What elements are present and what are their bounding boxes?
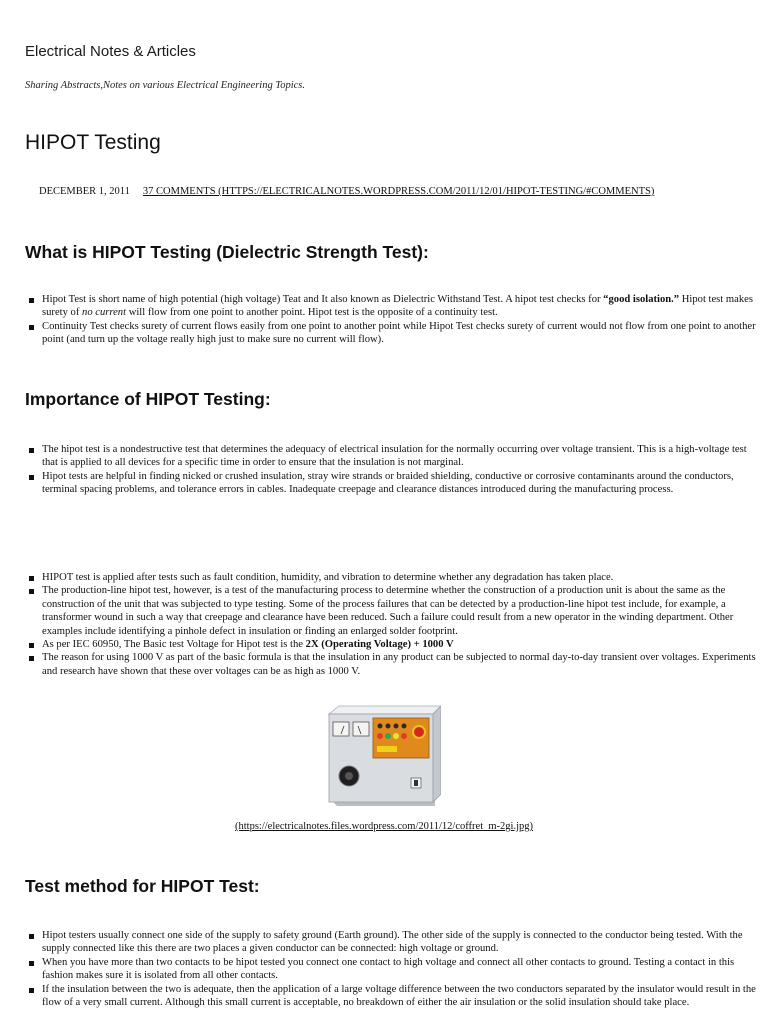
list-item: Hipot Test is short name of high potential (high voltage) Teat and It also known as Dielectric Withstand Test. A hipot test checks for “good isolation.” Hipot test makes surety of no current will flow from one point to another point. Hipot test is the opposite of a continuity test.: [42, 293, 762, 320]
site-title[interactable]: Electrical Notes & Articles: [25, 43, 196, 60]
hipot-tester-image[interactable]: [325, 704, 441, 810]
list-item: Hipot tests are helpful in finding nicked or crushed insulation, stray wire strands or braided shielding, conductive or corrosive contaminants around the conductors, terminal spacing problems, and tolerance errors in cables. Inadequate creepage and clearance distances introduced during the manufacturing process.: [42, 470, 762, 497]
list-item: Hipot testers usually connect one side of the supply to safety ground (Earth ground). The other side of the supply is connected to the conductor being tested. With the supply connected like this there are two places a given conductor can be connected: high voltage or ground.: [42, 929, 762, 956]
section-heading-what: What is HIPOT Testing (Dielectric Strength Test):: [25, 242, 429, 262]
list-item: If the insulation between the two is adequate, then the application of a large voltage difference between the two conductors separated by the insulator would result in the flow of a very small current. Although this small current is acceptable, no breakdown of either the air insulation or the solid insulation should take place.: [42, 983, 762, 1010]
comments-link[interactable]: 37 COMMENTS (HTTPS://ELECTRICALNOTES.WORDPRESS.COM/2011/12/01/HIPOT-TESTING/#COMMENTS): [142, 186, 655, 197]
importance-list: [25, 443, 762, 497]
method-list: [25, 929, 762, 1009]
list-item: HIPOT test is applied after tests such as fault condition, humidity, and vibration to determine whether any degradation has taken place.: [42, 571, 762, 584]
importance-list-continued: [25, 571, 762, 678]
list-item: As per IEC 60950, The Basic test Voltage for Hipot test is the 2X (Operating Voltage) + 1000 V: [42, 638, 762, 651]
image-caption-link[interactable]: (https://electricalnotes.files.wordpress.com/2011/12/coffret_m-2gi.jpg): [234, 821, 533, 832]
post-date: DECEMBER 1, 2011: [39, 186, 130, 197]
hipot-tester-illustration: [325, 704, 441, 810]
image-caption: [0, 821, 768, 832]
section-heading-method: Test method for HIPOT Test:: [25, 876, 260, 896]
what-list: [25, 293, 762, 347]
list-item: The production-line hipot test, however, is a test of the manufacturing process to determine whether the construction of a production unit is about the same as the construction of the unit that was subjected to type testing. Some of the process failures that can be detected by a production-line hipot test include, for example, a transformer wound in such a way that creepage and clearance have been reduced. Such a failure could result from a new operator in the winding department. Other examples include identifying a pinhole defect in insulation or finding an enlarged solder footprint.: [42, 584, 762, 638]
list-item: The hipot test is a nondestructive test that determines the adequacy of electrical insulation for the normally occurring over voltage transient. This is a high-voltage test that is applied to all devices for a specific time in order to ensure that the insulation is not marginal.: [42, 443, 762, 470]
site-tagline: Sharing Abstracts,Notes on various Electrical Engineering Topics.: [25, 80, 305, 91]
post-meta: [39, 186, 654, 197]
section-heading-importance: Importance of HIPOT Testing:: [25, 389, 271, 409]
post-title: HIPOT Testing: [25, 131, 161, 154]
list-item: Continuity Test checks surety of current flows easily from one point to another point while Hipot Test checks surety of current would not flow from one point to another point (and turn up the voltage really high just to make sure no current will flow).: [42, 320, 762, 347]
list-item: When you have more than two contacts to be hipot tested you connect one contact to high voltage and connect all other contacts to ground. Testing a contact in this fashion makes sure it is isolated from all other contacts.: [42, 956, 762, 983]
list-item: The reason for using 1000 V as part of the basic formula is that the insulation in any product can be subjected to normal day-to-day transient over voltages. Experiments and research have shown that these over voltages can be as high as 1000 V.: [42, 651, 762, 678]
